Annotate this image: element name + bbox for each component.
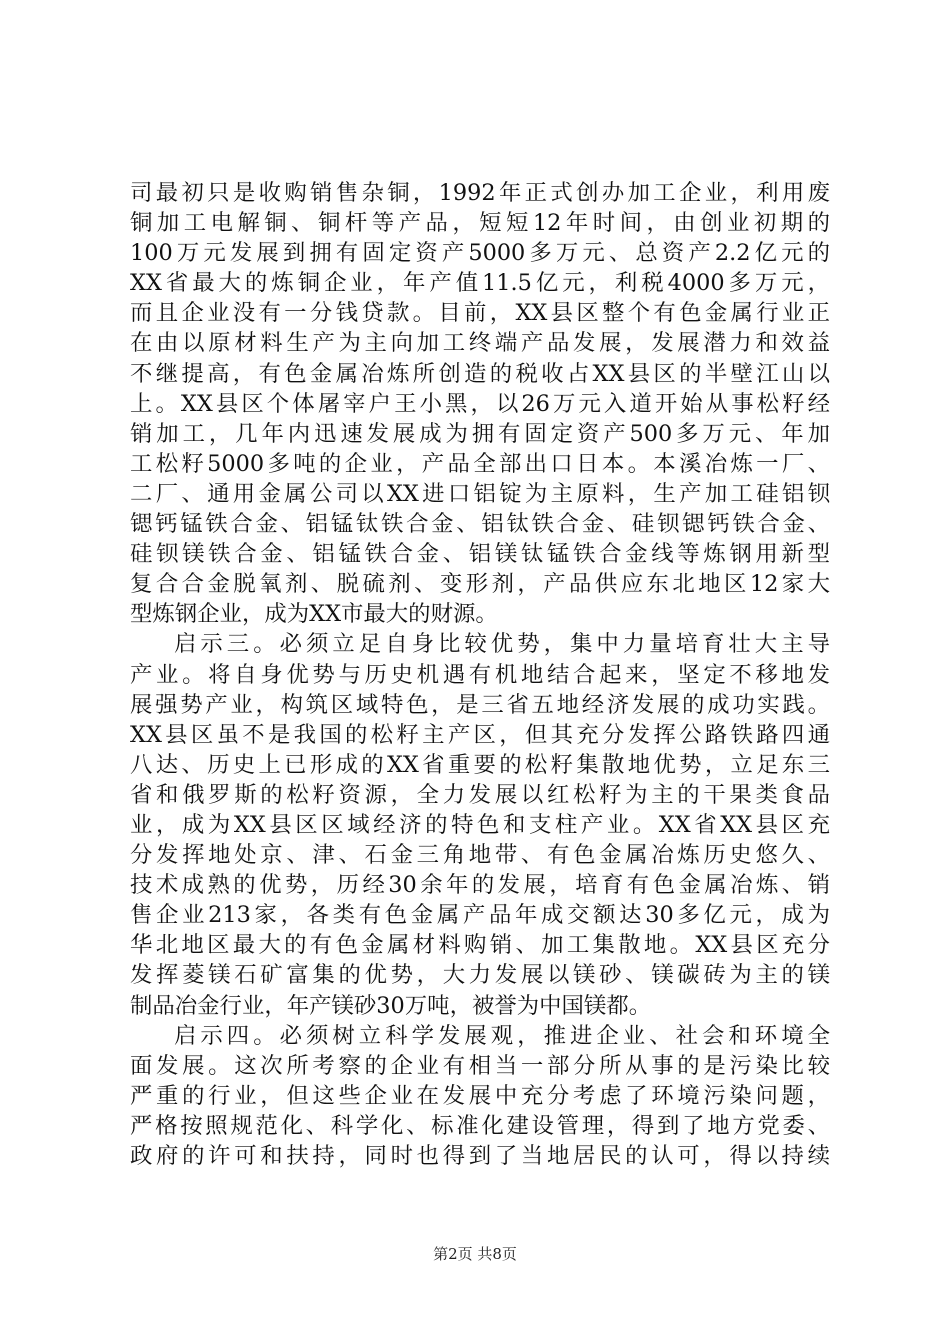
text-line: 华北地区最大的有色金属材料购销、加工集散地。XX县区充分 xyxy=(130,932,830,959)
text-line: 上。XX县区个体屠宰户王小黑，以26万元入道开始从事松籽经 xyxy=(130,390,830,417)
text-line: 不继提高，有色金属冶炼所创造的税收占XX县区的半壁江山以 xyxy=(130,360,830,387)
text-line: 在由以原材料生产为主向加工终端产品发展，发展潜力和效益 xyxy=(130,330,830,357)
text-line: 复合合金脱氧剂、脱硫剂、变形剂，产品供应东北地区12家大 xyxy=(130,571,830,598)
text-line: 锶钙锰铁合金、铝锰钛铁合金、铝钛铁合金、硅钡锶钙铁合金、 xyxy=(130,511,830,538)
text-line: 司最初只是收购销售杂铜，1992年正式创办加工企业，利用废 xyxy=(130,180,830,206)
text-line: 省和俄罗斯的松籽资源，全力发展以红松籽为主的干果类食品 xyxy=(130,781,830,808)
page-footer xyxy=(0,1243,950,1264)
text-line: 启示三。必须立足自身比较优势，集中力量培育壮大主导 xyxy=(174,631,830,658)
text-line: 技术成熟的优势，历经30余年的发展，培育有色金属冶炼、销 xyxy=(130,872,830,899)
text-line: XX省最大的炼铜企业，年产值11.5亿元，利税4000多万元， xyxy=(130,270,830,297)
text-line: 严格按照规范化、科学化、标准化建设管理，得到了地方党委、 xyxy=(130,1112,830,1139)
paragraph-lines xyxy=(130,178,830,1171)
text-line: 制品冶金行业，年产镁砂30万吨，被誉为中国镁都。 xyxy=(130,992,652,1019)
text-line: 销加工，几年内迅速发展成为拥有固定资产500多万元、年加 xyxy=(130,420,830,447)
text-line: 业，成为XX县区区域经济的特色和支柱产业。XX省XX县区充 xyxy=(130,811,830,838)
text-line: 售企业213家，各类有色金属产品年成交额达30多亿元，成为 xyxy=(130,902,830,929)
text-line: 面发展。这次所考察的企业有相当一部分所从事的是污染比较 xyxy=(130,1052,830,1079)
text-line: XX县区虽不是我国的松籽主产区，但其充分发挥公路铁路四通 xyxy=(130,721,830,748)
text-line: 硅钡镁铁合金、铝锰铁合金、铝镁钛锰铁合金线等炼钢用新型 xyxy=(130,541,830,568)
text-line: 分发挥地处京、津、石金三角地带、有色金属冶炼历史悠久、 xyxy=(130,842,830,869)
text-line: 八达、历史上已形成的XX省重要的松籽集散地优势，立足东三 xyxy=(130,751,830,778)
text-line: 产业。将自身优势与历史机遇有机地结合起来，坚定不移地发 xyxy=(130,661,830,688)
text-line: 100万元发展到拥有固定资产5000多万元、总资产2.2亿元的 xyxy=(130,240,830,267)
page-number: 第2页 共8页 xyxy=(433,1245,517,1263)
text-line: 政府的许可和扶持，同时也得到了当地居民的认可，得以持续 xyxy=(130,1143,830,1169)
text-line: 严重的行业，但这些企业在发展中充分考虑了环境污染问题， xyxy=(130,1082,830,1109)
text-line: 展强势产业，构筑区域特色，是三省五地经济发展的成功实践。 xyxy=(130,691,830,718)
text-line: 发挥菱镁石矿富集的优势，大力发展以镁砂、镁碳砖为主的镁 xyxy=(130,962,830,989)
text-line: 工松籽5000多吨的企业，产品全部出口日本。本溪冶炼一厂、 xyxy=(130,450,830,477)
text-line: 铜加工电解铜、铜杆等产品，短短12年时间，由创业初期的 xyxy=(130,210,830,237)
text-line: 型炼钢企业，成为XX市最大的财源。 xyxy=(130,601,498,628)
text-line: 启示四。必须树立科学发展观，推进企业、社会和环境全 xyxy=(174,1022,830,1049)
document-body xyxy=(130,178,830,1171)
text-line: 而且企业没有一分钱贷款。目前，XX县区整个有色金属行业正 xyxy=(130,300,830,327)
text-line: 二厂、通用金属公司以XX进口铝锭为主原料，生产加工硅铝钡 xyxy=(130,480,830,507)
